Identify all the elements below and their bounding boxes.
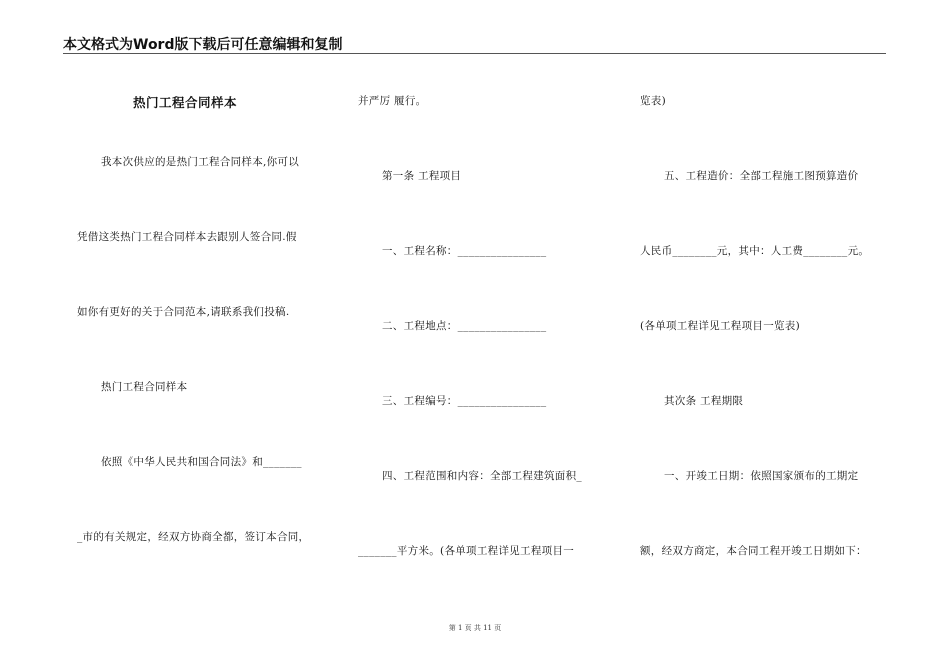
- col3-line-3: 人民币________元，其中：人工费________元。: [640, 245, 870, 257]
- col2-line-2: 第一条 工程项目: [382, 170, 462, 182]
- col1-line-3: 如你有更好的关于合同范本,请联系我们投稿.: [77, 306, 290, 318]
- col3-line-1: 览表): [640, 95, 666, 107]
- col2-line-1: 并严厉 履行。: [358, 95, 427, 107]
- col3-line-7: 额，经双方商定，本合同工程开竣工日期如下：: [640, 545, 867, 557]
- page-number: 第 1 页 共 11 页: [448, 624, 502, 632]
- header-rule: [63, 53, 886, 54]
- col1-line-6: _市的有关规定，经双方协商全都，签订本合同，: [77, 531, 310, 543]
- col3-line-5: 其次条 工程期限: [664, 395, 744, 407]
- col3-line-2: 五、工程造价：全部工程施工图预算造价: [664, 170, 859, 182]
- document-title: 热门工程合同样本: [133, 95, 238, 110]
- col1-line-5: 依照《中华人民共和国合同法》和_______: [101, 456, 302, 468]
- document-header: 本文格式为Word版下载后可任意编辑和复制: [63, 37, 343, 53]
- col3-line-6: 一、开竣工日期：依照国家颁布的工期定: [664, 470, 859, 482]
- col2-line-6: 四、工程范围和内容：全部工程建筑面积_: [382, 470, 582, 482]
- col1-line-1: 我本次供应的是热门工程合同样本,你可以: [101, 156, 300, 168]
- col1-line-2: 凭借这类热门工程合同样本去跟别人签合同.假: [77, 231, 297, 243]
- col1-line-4: 热门工程合同样本: [101, 381, 188, 393]
- col2-line-7: _______平方米。(各单项工程详见工程项目一: [358, 545, 575, 557]
- col2-line-4: 二、工程地点：________________: [382, 320, 547, 332]
- col2-line-5: 三、工程编号：________________: [382, 395, 547, 407]
- col2-line-3: 一、工程名称：________________: [382, 245, 547, 257]
- col3-line-4: (各单项工程详见工程项目一览表): [640, 320, 800, 332]
